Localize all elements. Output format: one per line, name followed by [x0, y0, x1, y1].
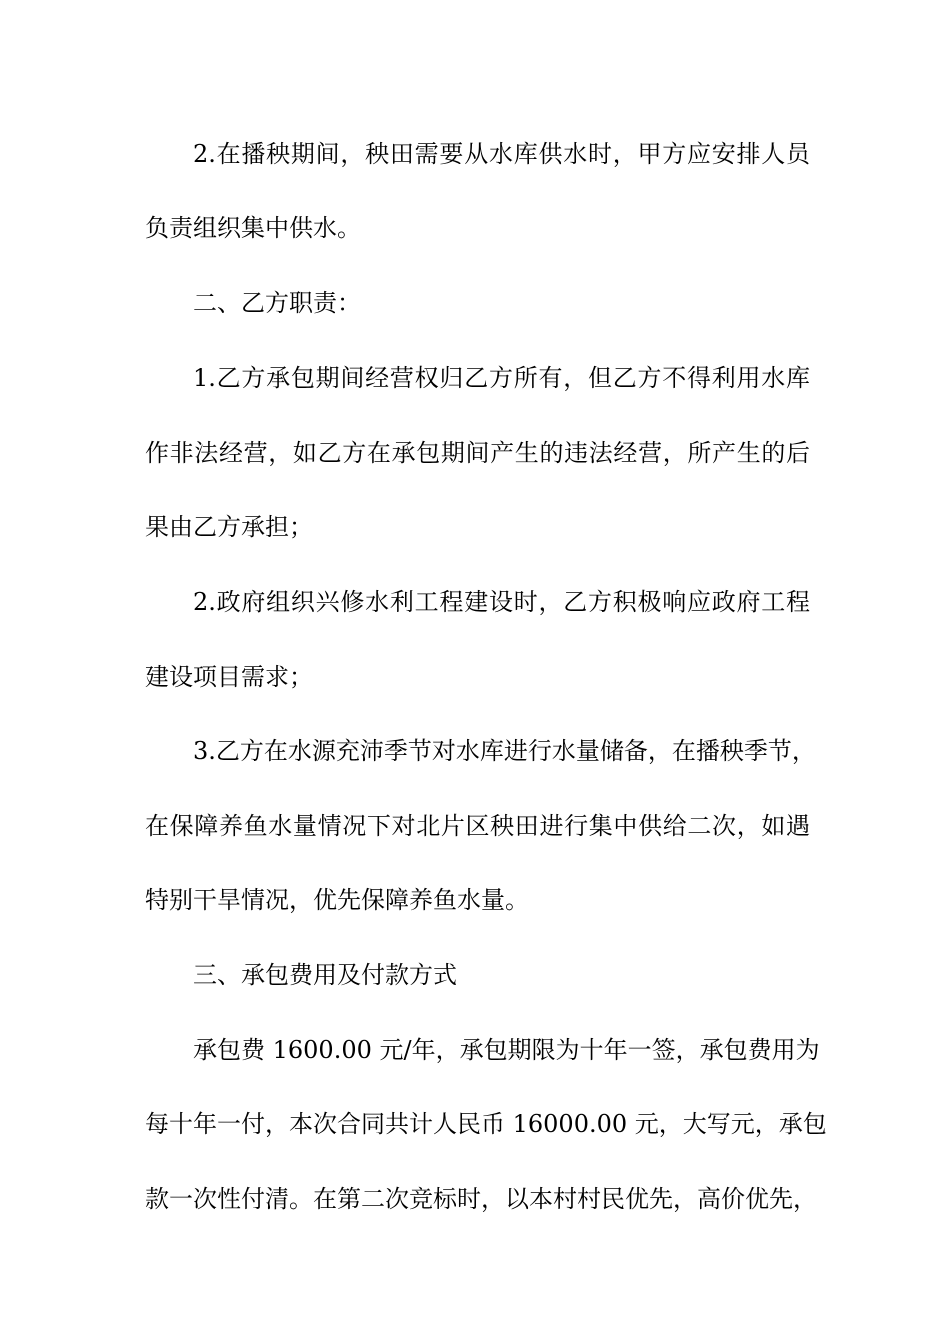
text-line-6: 果由乙方承担；: [145, 513, 313, 541]
text-line-4: 1.乙方承包期间经营权归乙方所有，但乙方不得利用水库: [193, 364, 810, 392]
text-line-9: 3.乙方在水源充沛季节对水库进行水量储备，在播秧季节，: [193, 737, 816, 765]
section-heading-2: 二、乙方职责：: [193, 289, 361, 317]
text-line-2: 负责组织集中供水。: [145, 214, 361, 242]
text-line-13: 承包费 1600.00 元/年，承包期限为十年一签，承包费用为: [193, 1036, 820, 1064]
text-line-15: 款一次性付清。在第二次竞标时，以本村村民优先，高价优先，: [145, 1185, 817, 1213]
text-line-8: 建设项目需求；: [145, 663, 313, 691]
text-line-5: 作非法经营，如乙方在承包期间产生的违法经营，所产生的后: [145, 439, 810, 467]
section-heading-3: 三、承包费用及付款方式: [193, 961, 457, 989]
text-line-10: 在保障养鱼水量情况下对北片区秧田进行集中供给二次，如遇: [145, 812, 810, 840]
text-line-1: 2.在播秧期间，秧田需要从水库供水时，甲方应安排人员: [193, 140, 810, 168]
text-line-7: 2.政府组织兴修水利工程建设时，乙方积极响应政府工程: [193, 588, 810, 616]
text-line-14: 每十年一付，本次合同共计人民币 16000.00 元，大写元，承包: [145, 1110, 827, 1138]
text-line-11: 特别干旱情况，优先保障养鱼水量。: [145, 886, 529, 914]
